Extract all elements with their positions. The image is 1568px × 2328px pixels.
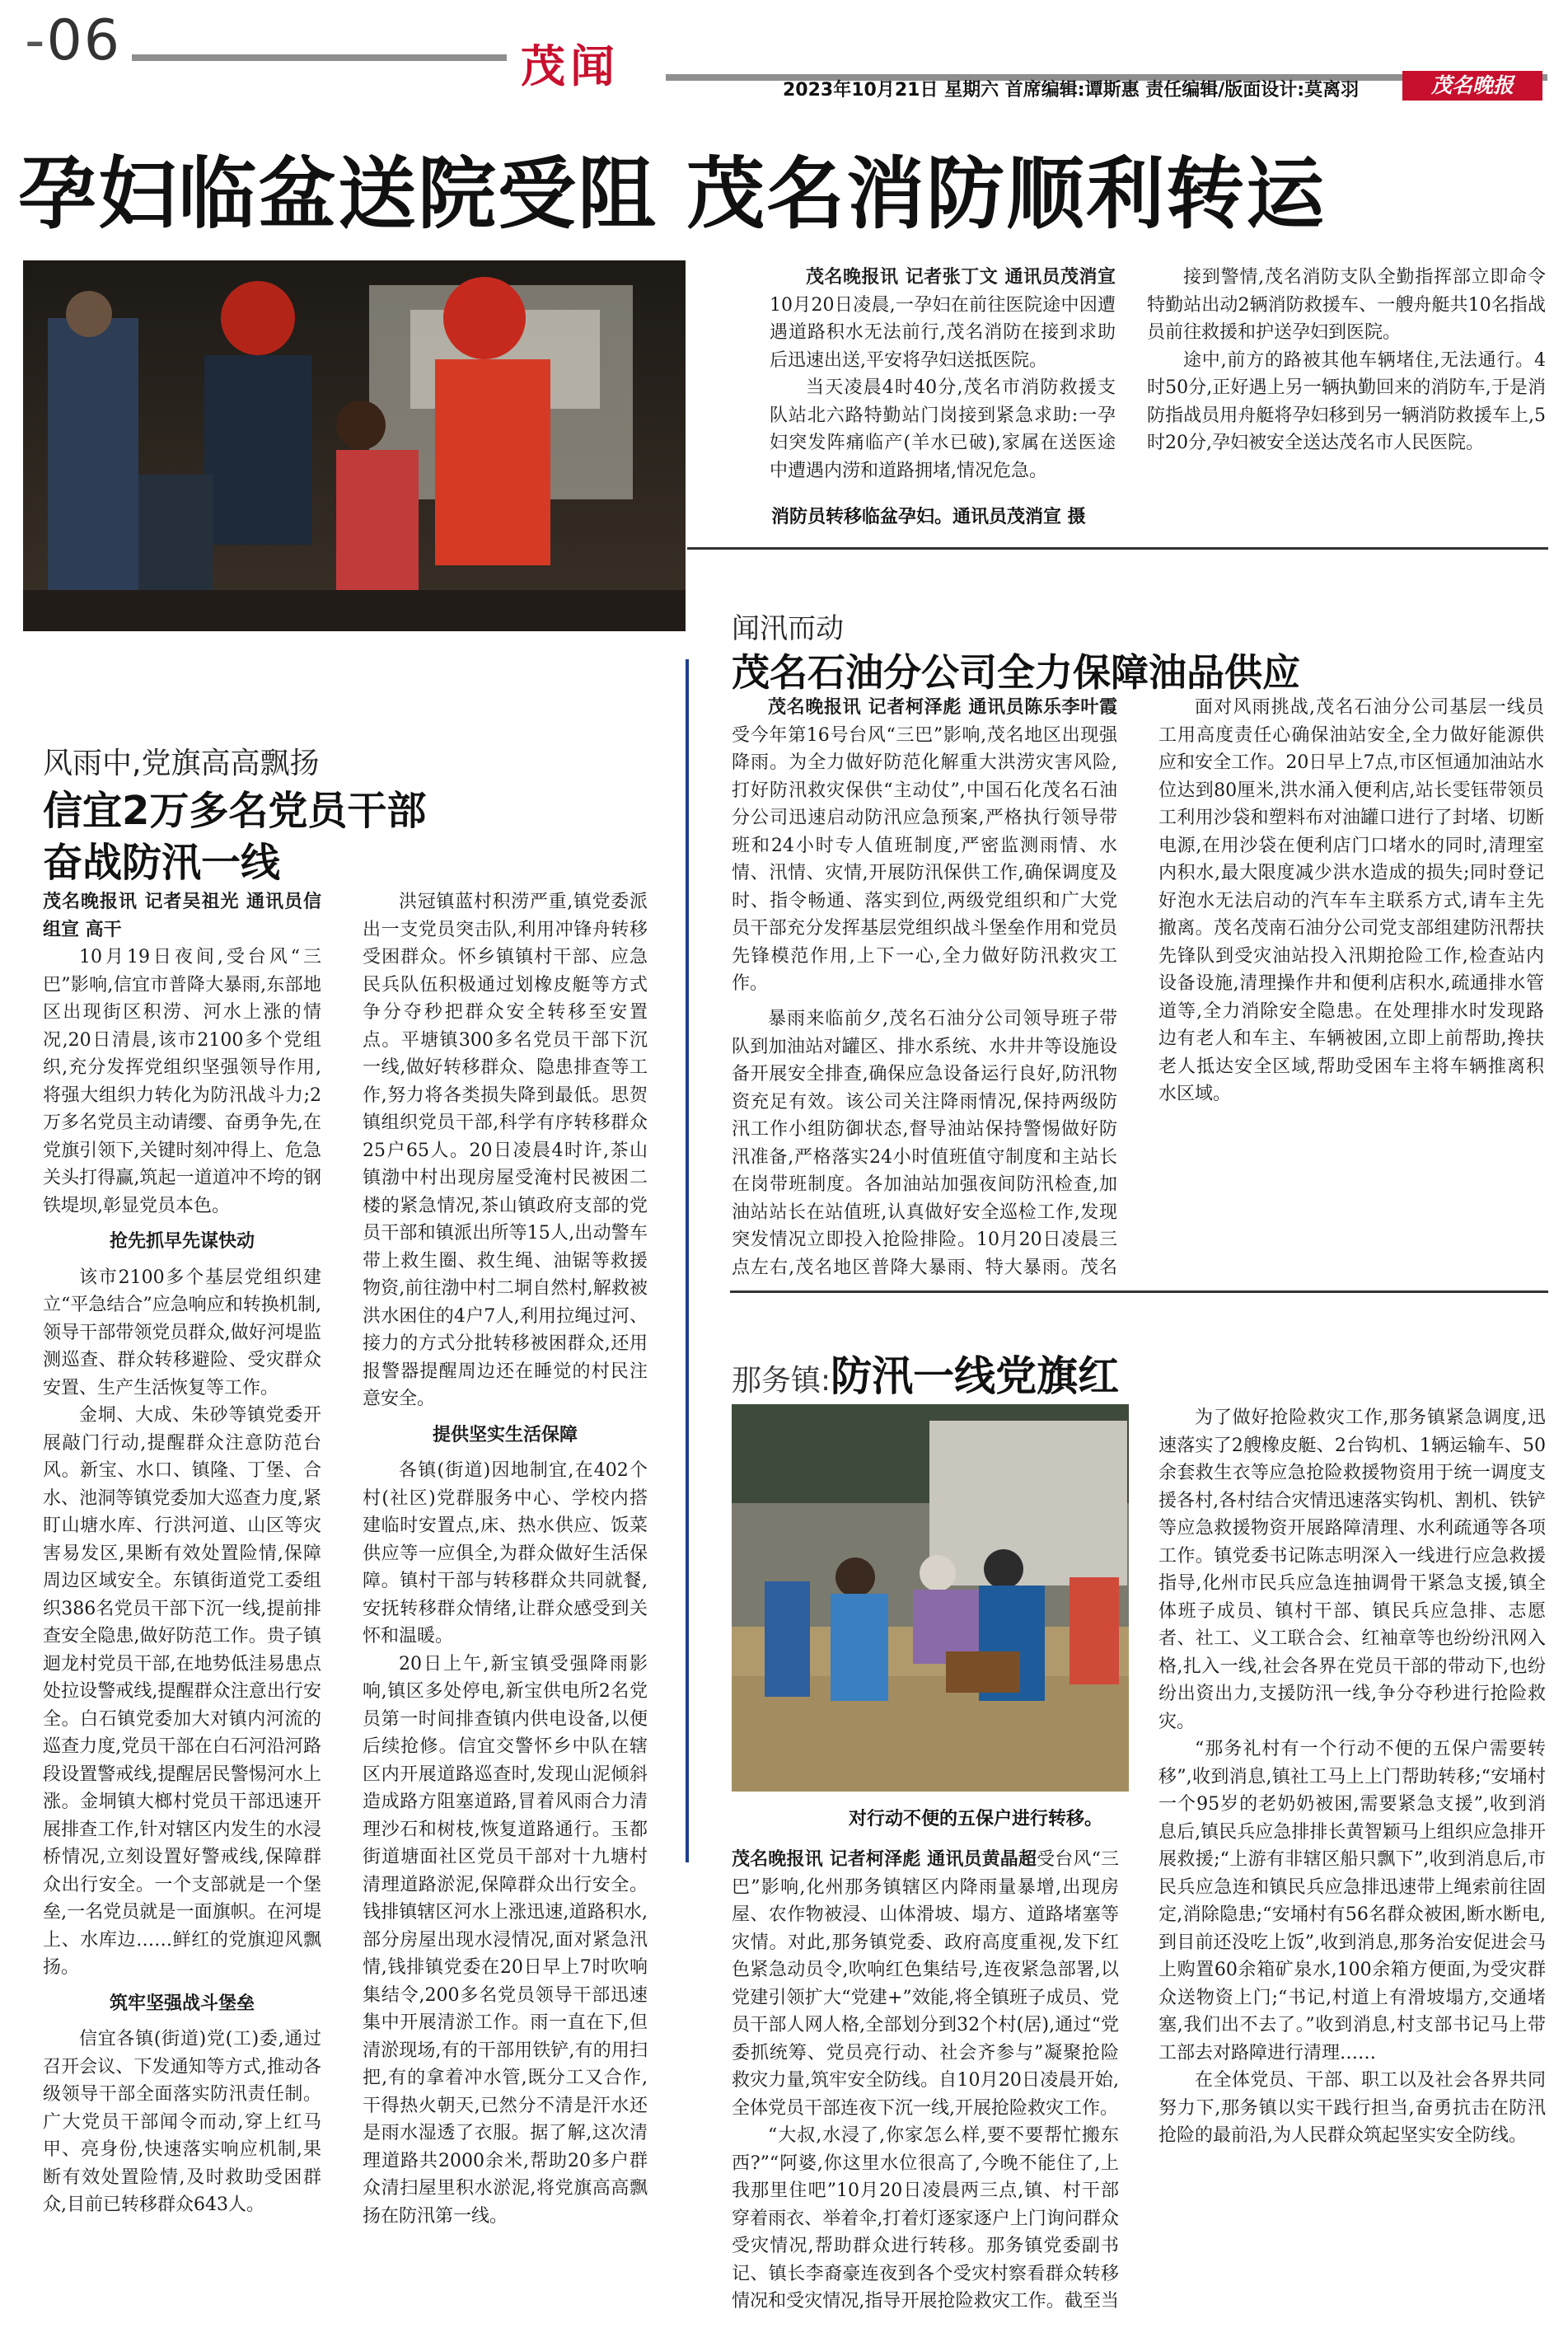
- nawu-byline: 茂名晚报讯 记者柯泽彪 通讯员黄晶超: [732, 1849, 1037, 1870]
- petro-para3: 面对风雨挑战,茂名石油分公司基层一线员工用高度责任心确保油站安全,全力做好能源供应和安全工作。20日早上7点,市区恒通加油站水位达到80厘米,洪水涌入便利店,站长雯钰带领员工利用沙袋和塑料布对油罐口进行了封堵、切断电源,在用沙袋在便利店门口堵水的同时,清理室内积水,最大限度减少洪水造成的损失;同时登记好泡水无法启动的汽车车主联系方式,请车主先撤离。茂名茂南石油分公司党支部组建防汛帮扶先锋队到受灾油站投入汛期抢险工作,检查站内设备设施,清理操作井和便利店积水,疏通排水管道等,全力消除安全隐患。在处理排水时发现路边有老人和车主、车辆被困,立即上前帮助,搀扶老人抵达安全区域,帮助受困车主将车辆推离积水区域。: [1158, 697, 1544, 1104]
- xinyi-kicker: 风雨中,党旗高高飘扬: [43, 747, 320, 780]
- xinyi-para1: 10月19日夜间,受台风“三巴”影响,信宜市普降大暴雨,东部地区出现街区积涝、河水上涨的情况,20日清晨,该市2100多个党组织,充分发挥党组织坚强领导作用,将强大组织力转化为防汛战斗力;2万多名党员主动请缨、奋勇争先,在党旗引领下,关键时刻冲得上、危急关头打得赢,筑起一道道冲不垮的钢铁堤坝,彰显党员本色。: [43, 947, 321, 1216]
- lead-para1: 10月20日凌晨,一孕妇在前往医院途中因遭遇道路积水无法前行,茂名消防在接到求助后迅速出送,平安将孕妇送抵医院。: [770, 294, 1116, 371]
- column-divider: [686, 659, 689, 1862]
- firefighters-photo: [23, 260, 686, 631]
- masthead-logo: 茂名晚报: [1402, 71, 1542, 101]
- lead-photo: [23, 260, 686, 631]
- petro-byline: 茂名晚报讯 记者柯泽彪 通讯员陈乐李叶霞: [768, 697, 1117, 718]
- nawu-para1: 受台风“三巴”影响,化州那务镇辖区内降雨量暴增,出现房屋、农作物被浸、山体滑坡、塌方、道路堵塞等灾情。对此,那务镇党委、政府高度重视,发下红色紧急动员令,吹响红色集结号,连夜紧急部署,以党建引领扩大“党建+”效能,将全镇班子成员、党员干部人网人格,全部划分到32个村(居),通过“党委抓统筹、党员亮行动、社会齐参与”凝聚抢险救灾力量,筑牢安全防线。自10月20日凌晨开始,全体党员干部连夜下沉一线,开展抢险救灾工作。: [732, 1849, 1119, 2119]
- xinyi-byline: 茂名晚报讯 记者吴祖光 通讯员信组宣 高干: [43, 892, 321, 940]
- nawu-para3: 为了做好抢险救灾工作,那务镇紧急调度,迅速落实了2艘橡皮艇、2台钩机、1辆运输车、50余套救生衣等应急抢险救援物资用于统一调度支援各村,各村结合灾情迅速落实钩机、割机、铁铲等应急救援物资开展路障清理、水利疏通等各项工作。镇党委书记陈志明深入一线进行应急救援指导,化州市民兵应急连抽调骨干紧急支援,镇全体班子成员、镇村干部、镇民兵应急排、志愿者、社工、义工联合会、红袖章等也纷纷汛网入格,扎入一线,社会各界在党员干部的带动下,也纷纷出资出力,支援防汛一线,争分夺秒进行抢险救灾。: [1158, 1408, 1546, 1732]
- xinyi-headline-line1: 信宜2万多名党员干部: [43, 788, 427, 834]
- lead-para3: 接到警情,茂名消防支队全勤指挥部立即命令特勤站出动2辆消防救援车、一艘舟艇共10名指战员前往救援和护送孕妇到医院。: [1147, 267, 1546, 343]
- xinyi-para6: 各镇(街道)因地制宜,在402个村(社区)党群服务中心、学校内搭建临时安置点,床、热水供应、饭菜供应等一应俱全,为群众做好生活保障。镇村干部与转移群众共同就餐,安抚转移群众情绪,让群众感受到关怀和温暖。: [363, 1460, 648, 1646]
- nawu-photo: [732, 1404, 1129, 1792]
- petro-para1: 受今年第16号台风“三巴”影响,茂名地区出现强降雨。为全力做好防范化解重大洪涝灾害风险,打好防汛救灾保供“主动仗”,中国石化茂名石油分公司迅速启动防汛应急预案,严格执行领导带班和24小时专人值班制度,严密监测雨情、水情、汛情、灾情,开展防汛保供工作,确保调度及时、指令畅通、落实到位,两级党组织和广大党员干部充分发挥基层党组织战斗堡垒作用和党员先锋模范作用,上下一心,全力做好防汛救灾工作。: [732, 724, 1117, 994]
- xinyi-para7: 20日上午,新宝镇受强降雨影响,镇区多处停电,新宝供电所2名党员第一时间排查镇内供电设备,以便后续抢修。信宜交警怀乡中队在辖区内开展道路巡查时,发现山泥倾斜造成路方阻塞道路,冒着风雨合力清理沙石和树枝,恢复道路通行。玉都街道塘面社区党员干部对十九塘村清理道路淤泥,保障群众出行安全。钱排镇辖区河水上涨迅速,道路积水,部分房屋出现水浸情况,面对紧急汛情,钱排镇党委在20日早上7时吹响集结令,200多名党员领导干部迅速集中开展清淤工作。雨一直在下,但清淤现场,有的干部用铁铲,有的用扫把,有的拿着冲水管,既分工又合作,干得热火朝天,已然分不清是汗水还是雨水湿透了衣服。据了解,这次清理道路共2000余米,帮助20多户群众清扫屋里积水淤泥,将党旗高高飘扬在防汛第一线。: [363, 1653, 648, 2227]
- lead-story-col2: [1147, 264, 1546, 457]
- nawu-headline: [732, 1343, 1119, 1403]
- lead-rule: [687, 547, 1548, 550]
- nawu-photo-caption: 对行动不便的五保户进行转移。: [849, 1809, 1103, 1829]
- flood-rescue-photo: [732, 1404, 1129, 1792]
- xinyi-headline-line2: 奋战防汛一线: [43, 840, 281, 886]
- petro-rule: [730, 1290, 1548, 1293]
- header-rule-left: [132, 54, 507, 61]
- nawu-para5: 在全体党员、干部、职工以及社会各界共同努力下,那务镇以实干践行担当,奋勇抗击在防汛抢险的最前沿,为人民群众筑起坚实安全防线。: [1158, 2070, 1546, 2146]
- nawu-col1: [732, 1846, 1119, 2316]
- nawu-para2: “大叔,水浸了,你家怎么样,要不要帮忙搬东西?”“阿婆,你这里水位很高了,今晚不能住了,上我那里住吧”10月20日凌晨两三点,镇、村干部穿着雨衣、举着伞,打着灯逐家逐户上门询问群众受灾情况,帮助群众进行转移。那务镇党委副书记、镇长李裔豪连夜到各个受灾村察看群众转移情况和受灾情况,指导开展抢险救灾工作。截至当: [732, 2125, 1119, 2312]
- page-number: -06: [25, 8, 122, 73]
- lead-para4: 途中,前方的路被其他车辆堵住,无法通行。4时50分,正好遇上另一辆执勤回来的消防车,于是消防指战员用舟艇将孕妇移到另一辆消防救援车上,5时20分,孕妇被安全送达茂名市人民医院。: [1147, 349, 1546, 453]
- lead-story-col1: [770, 264, 1116, 485]
- xinyi-subhead1: 抢先抓早先谋快动: [109, 1231, 255, 1252]
- petro-headline: 茂名石油分公司全力保障油品供应: [732, 650, 1300, 695]
- xinyi-para3: 金垌、大成、朱砂等镇党委开展敲门行动,提醒群众注意防范台风。新宝、水口、镇隆、丁堡、合水、池洞等镇党委加大巡查力度,紧盯山塘水库、行洪河道、山区等灾害易发区,果断有效处置险情,保障周边区域安全。东镇街道党工委组织386名党员干部下沉一线,提前排查安全隐患,做好防范工作。贵子镇迴龙村党员干部,在地势低洼易患点处拉设警戒线,提醒群众注意出行安全。白石镇党委加大对镇内河流的巡查力度,党员干部在白石河沿河路段设置警戒线,提醒居民警惕河水上涨。金垌镇大榔村党员干部迅速开展排查工作,针对辖区内发生的水浸桥情况,立刻设置好警戒线,保障群众出行安全。一个支部就是一个堡垒,一名党员就是一面旗帜。在河堤上、水库边……鲜红的党旗迎风飘扬。: [43, 1405, 321, 1978]
- petro-col1b: [732, 1005, 1117, 1277]
- petro-kicker: 闻汛而动: [732, 612, 844, 645]
- xinyi-col1: [43, 888, 321, 2307]
- nawu-title: 防汛一线党旗红: [831, 1352, 1120, 1400]
- section-tag: 茂闻: [521, 40, 620, 92]
- nawu-kicker: 那务镇:: [732, 1364, 831, 1398]
- xinyi-col2: [363, 888, 648, 2307]
- xinyi-para4: 信宜各镇(街道)党(工)委,通过召开会议、下发通知等方式,推动各级领导干部全面落实防汛责任制。广大党员干部闻令而动,穿上红马甲、亮身份,快速落实响应机制,果断有效处置险情,及时救助受困群众,目前已转移群众643人。: [43, 2029, 321, 2215]
- issue-info: 2023年10月21日 星期六 首席编辑:谭斯惠 责任编辑/版面设计:莫离羽: [783, 80, 1360, 101]
- petro-para2: 暴雨来临前夕,茂名石油分公司领导班子带队到加油站对罐区、排水系统、水井井等设施设备开展安全排查,确保应急设备运行良好,防汛物资充足有效。该公司关注降雨情况,保持两级防汛工作小组防御状态,督导油站保持警惕做好防汛准备,严格落实24小时值班值守制度和主站长在岗带班制度。各加油站加强夜间防汛检查,加油站站长在站值班,认真做好安全巡检工作,发现突发情况立即投入抢险排险。10月20日凌晨三点左右,茂名地区普降大暴雨、特大暴雨。茂名: [732, 1009, 1117, 1277]
- xinyi-subhead2: 筑牢坚强战斗堡垒: [109, 1993, 255, 2014]
- nawu-col2: [1158, 1404, 1546, 2316]
- xinyi-para2: 该市2100多个基层党组织建立“平急结合”应急响应和转换机制,领导干部带领党员群众,做好河堤监测巡查、群众转移避险、受灾群众安置、生产生活恢复等工作。: [43, 1267, 321, 1398]
- petro-col2: [1158, 694, 1544, 1271]
- lead-byline: 茂名晚报讯 记者张丁文 通讯员茂消宣: [806, 267, 1116, 288]
- xinyi-para5: 洪冠镇蓝村积涝严重,镇党委派出一支党员突击队,利用冲锋舟转移受困群众。怀乡镇镇村干部、应急民兵队伍积极通过划橡皮艇等方式争分夺秒把群众安全转移至安置点。平塘镇300多名党员干部下沉一线,做好转移群众、隐患排查等工作,努力将各类损失降到最低。思贺镇组织党员干部,科学有序转移群众25户65人。20日凌晨4时许,茶山镇渤中村出现房屋受淹村民被困二楼的紧急情况,茶山镇政府支部的党员干部和镇派出所等15人,出动警车带上救生圈、救生绳、油锯等救援物资,前往渤中村二垌自然村,解救被洪水困住的4户7人,利用拉绳过河、接力的方式分批转移被困群众,还用报警器提醒周边还在睡觉的村民注意安全。: [363, 892, 648, 1409]
- lead-headline: 孕妇临盆送院受阻 茂名消防顺利转运: [18, 149, 1327, 240]
- lead-photo-caption: 消防员转移临盆孕妇。通讯员茂消宣 摄: [771, 507, 1086, 527]
- lead-para2: 当天凌晨4时40分,茂名市消防救援支队站北六路特勤站门岗接到紧急求助:一孕妇突发阵痛临产(羊水已破),家属在送医途中遭遇内涝和道路拥堵,情况危急。: [770, 377, 1116, 481]
- nawu-para4: “那务礼村有一个行动不便的五保户需要转移”,收到消息,镇社工马上上门帮助转移;“安埇村一个95岁的老奶奶被困,需要紧急支援”,收到消息后,镇民兵应急排排长黄智颖马上组织应急排开展救援;“上游有非辖区船只飘下”,收到消息后,市民兵应急连和镇民兵应急排迅速带上绳索前往固定,消除隐患;“安埇村有56名群众被困,断水断电,到目前还没吃上饭”,收到消息,那务治安促进会马上购置60余箱矿泉水,100余箱方便面,为受灾群众送物资上门;“书记,村道上有滑坡塌方,交通堵塞,我们出不去了。”收到消息,村支部书记马上带工部去对路障进行清理……: [1158, 1739, 1546, 2063]
- xinyi-subhead3: 提供坚实生活保障: [432, 1424, 578, 1445]
